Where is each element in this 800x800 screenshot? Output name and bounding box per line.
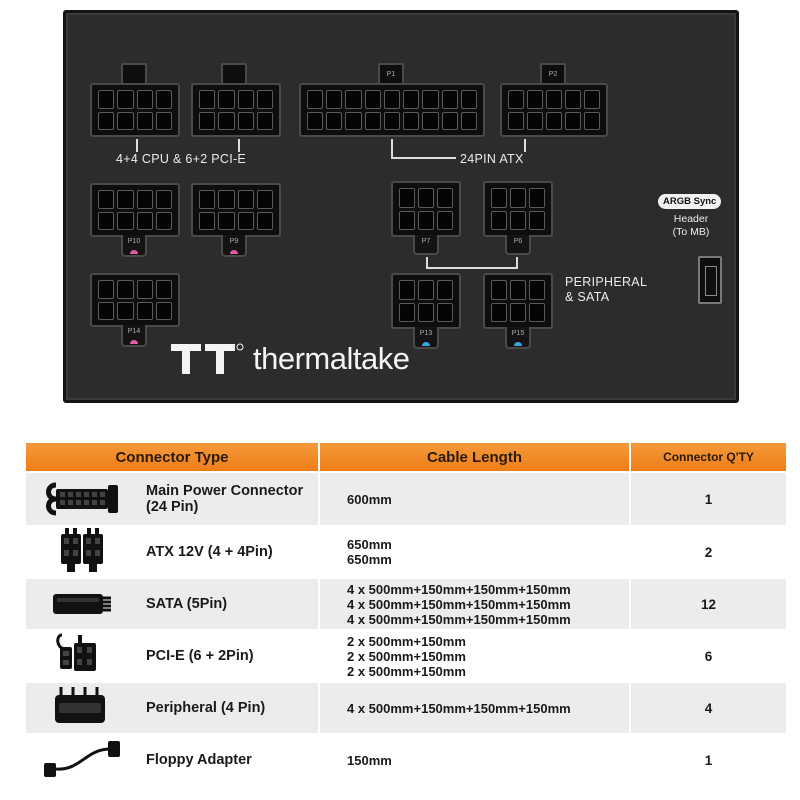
length-value: 2 x 500mm+150mm [347,648,466,664]
cpu-pcie-port-top-1 [90,83,180,137]
cpu-pcie-port-p14 [90,273,180,327]
table-row [26,681,786,733]
length-value: 650mm [347,552,392,567]
pink-indicator-icon [230,250,238,254]
length-value: 4 x 500mm+150mm+150mm+150mm [347,700,571,716]
connector-type-name [146,700,265,716]
connector-qty-cell: 6 [704,648,713,664]
table-row [26,471,786,525]
connector-latch [540,63,566,85]
peripheral-sata-port-p13 [391,273,461,329]
cable-length-cell [320,631,631,681]
cable-spec-table [26,443,786,785]
tt-logo-icon [171,342,245,376]
connector-type-cell [26,579,320,629]
peripheral-label-line2: & SATA [565,290,610,304]
port-tag-p1: P1 [386,71,396,78]
connector-type-cell [26,527,320,577]
connector-qty-cell: 2 [704,544,713,560]
sata-connector-icon [47,584,117,624]
cable-length-cell [320,683,631,733]
connector-qty-cell: 1 [704,752,713,768]
type-name-line1: SATA (5Pin) [146,596,228,612]
port-tag-p13: P13 [419,330,433,337]
length-value: 2 x 500mm+150mm [347,633,466,649]
pcie-cable-icon [52,633,112,679]
connector-latch [121,63,147,85]
port-tab-p9 [221,235,247,257]
atx-label: 24PIN ATX [456,152,528,166]
peripheral-label-line1: PERIPHERAL [565,275,648,289]
length-value: 600mm [347,491,392,507]
atx-24pin-port-main [299,83,485,137]
type-name-line2: (24 Pin) [146,499,199,515]
type-name-line1: Floppy Adapter [146,752,252,768]
atx-24pin-port-secondary [500,83,608,137]
port-tab-p6 [505,235,531,255]
port-tag-p9: P9 [229,238,239,245]
blue-indicator-icon [422,342,430,346]
port-tag-p7: P7 [421,238,431,245]
atx-24pin-cable-icon [42,475,122,523]
connector-qty-cell: 1 [704,491,713,507]
connector-qty-cell: 4 [704,700,713,716]
port-tag-p2: P2 [548,71,558,78]
port-tag-p10: P10 [127,238,141,245]
argb-header-port [698,256,722,304]
port-tab-p15 [505,327,531,349]
port-tag-p14: P14 [127,328,141,335]
connector-type-cell [26,683,320,733]
argb-header-label [662,213,720,239]
blue-indicator-icon [514,342,522,346]
length-value: 4 x 500mm+150mm+150mm+150mm [347,596,571,612]
cpu-pcie-port-top-2 [191,83,281,137]
brand-wordmark: thermaltake [253,341,410,376]
connector-qty-cell: 12 [700,596,717,612]
psu-modular-panel [63,10,739,403]
port-tab-p14 [121,325,147,347]
type-name-line1: PCI-E (6 + 2Pin) [146,648,254,664]
connector-type-cell [26,735,320,785]
table-row [26,733,786,785]
peripheral-bracket [426,257,518,269]
argb-header-line1: Header [673,213,709,225]
port-tab-p7 [413,235,439,255]
table-row [26,629,786,681]
connector-type-name [146,752,252,768]
table-row [26,525,786,577]
connector-type-name [146,544,273,560]
table-row [26,577,786,629]
length-value: 2 x 500mm+150mm [347,663,466,679]
header-cable-length: Cable Length [320,443,631,471]
length-value: 150mm [347,752,392,768]
port-tab-p13 [413,327,439,349]
connector-type-cell [26,631,320,681]
cable-length-cell [320,579,631,629]
type-name-line1: Peripheral (4 Pin) [146,700,266,716]
peripheral-sata-port-p7 [391,181,461,237]
argb-sync-badge: ARGB Sync [658,194,721,209]
header-connector-qty: Connector Q'TY [663,450,754,464]
floppy-adapter-cable-icon [40,737,124,783]
length-value: 4 x 500mm+150mm+150mm+150mm [347,581,571,597]
cable-length-cell [320,735,631,785]
type-name-line1: Main Power Connector [146,483,304,499]
pink-indicator-icon [130,250,138,254]
connector-type-name [146,596,227,612]
connector-latch [378,63,404,85]
pink-indicator-icon [130,340,138,344]
port-tag-p6: P6 [513,238,523,245]
peripheral-sata-port-p15 [483,273,553,329]
port-tag-p15: P15 [511,330,525,337]
connector-type-name [146,483,303,515]
cpu-pcie-label: 4+4 CPU & 6+2 PCI-E [113,152,249,166]
cable-length-cell [320,527,631,577]
argb-header-line2: (To MB) [672,226,710,238]
cpu-pcie-port-p10 [90,183,180,237]
cable-length-cell [320,473,631,525]
molex-connector-icon [47,685,117,731]
connector-type-cell [26,473,320,525]
thermaltake-logo [171,341,409,377]
port-tab-p10 [121,235,147,257]
type-name-line1: ATX 12V (4 + 4Pin) [146,544,273,560]
table-header [26,443,786,471]
cpu-pcie-port-p9 [191,183,281,237]
connector-latch [221,63,247,85]
peripheral-sata-port-p6 [483,181,553,237]
length-value: 4 x 500mm+150mm+150mm+150mm [347,611,571,627]
eps-cable-icon [47,528,117,576]
length-value: 650mm [347,537,392,552]
connector-type-name [146,648,254,664]
header-connector-type: Connector Type [26,443,320,471]
